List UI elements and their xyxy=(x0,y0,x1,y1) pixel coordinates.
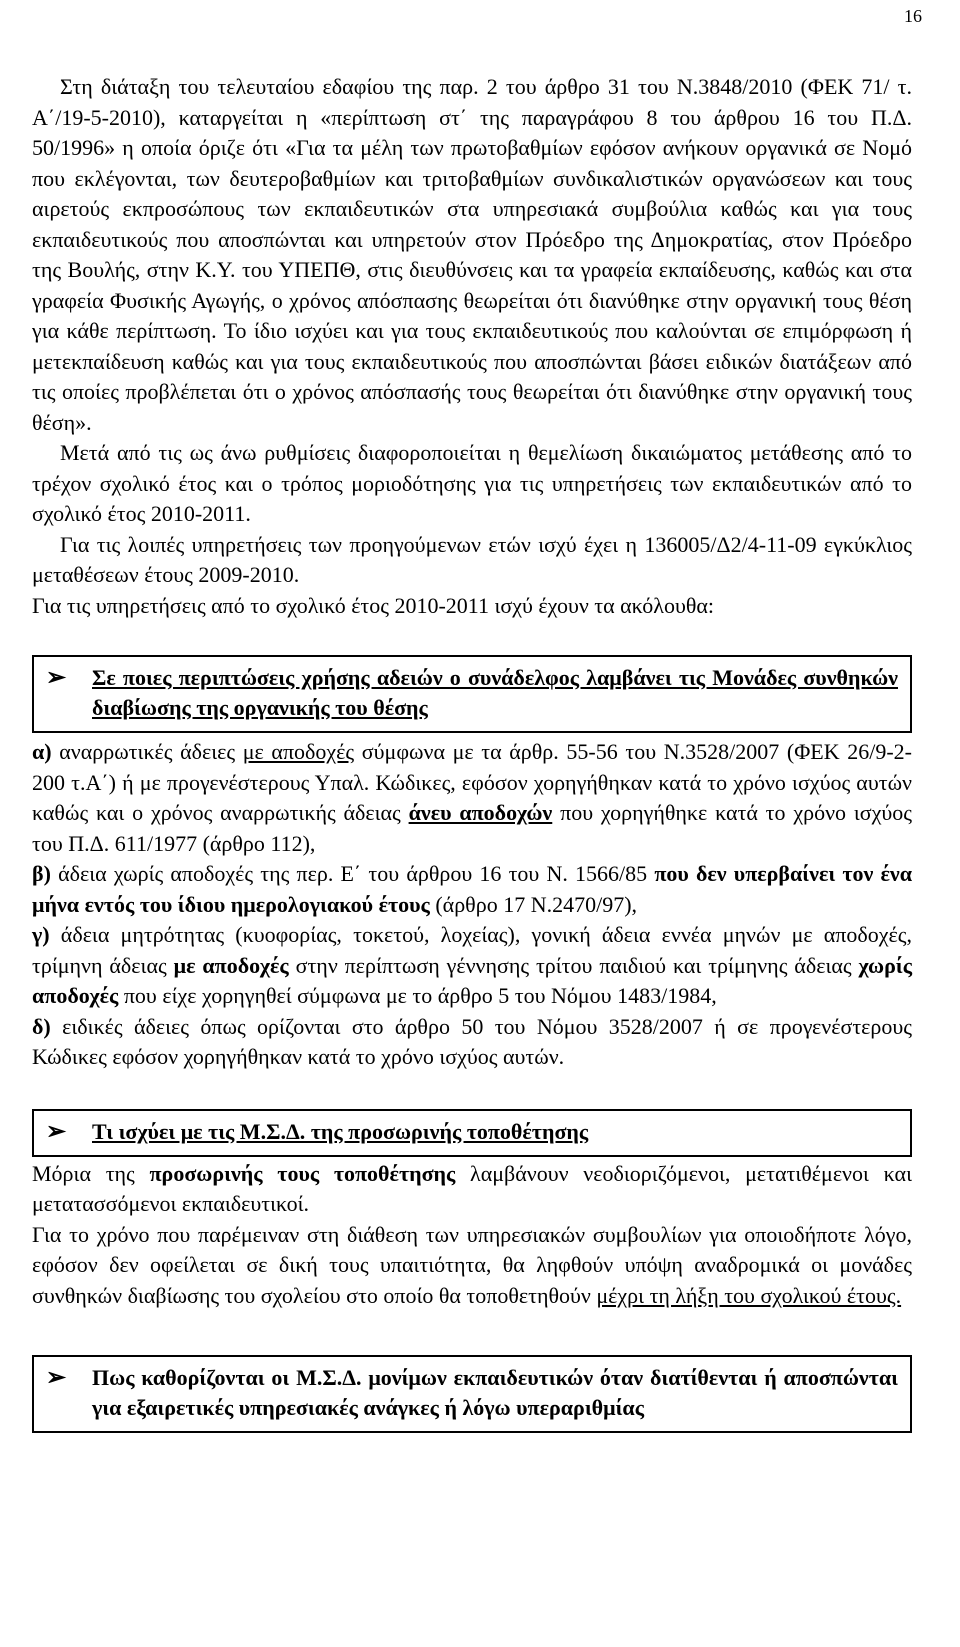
arrow-bullet-icon: ➢ xyxy=(46,665,67,691)
temporary-placement-paragraph-2: Για το χρόνο που παρέμειναν στη διάθεση των υπηρεσιακών συμβουλίων για οποιοδήποτε λόγο, εφόσον δεν οφείλεται σε δική τους υπαιτιότητα, θα ληφθούν υπόψη αναδρομικά οι μονάδες συνθηκών διαβίωσης του σχολείου στο οποίο θα τοποθετηθούν μέχρι τη λήξη του σχολικού έτους. xyxy=(32,1221,912,1308)
bold-underlined-text: άνευ αποδοχών xyxy=(408,800,553,825)
page-number: 16 xyxy=(904,6,922,26)
intro-paragraph-2: Μετά από τις ως άνω ρυθμίσεις διαφοροποιείται η θεμελίωση δικαιώματος μετάθεσης από το τρέχον σχολικό έτος και ο τρόπος μοριοδότησης για τις υπηρετήσεις των εκπαιδευτικών από το σχολικό έτος 2010-2011. xyxy=(32,440,912,526)
section-heading: Τι ισχύει με τις Μ.Σ.Δ. της προσωρινής τοποθέτησης xyxy=(92,1118,589,1144)
section-heading: Πως καθορίζονται οι Μ.Σ.Δ. μονίμων εκπαιδευτικών όταν διατίθενται ή αποσπώνται για εξαιρετικές υπηρεσιακές ανάγκες ή λόγω υπεραριθμίας xyxy=(92,1365,898,1420)
item-c: γ) άδεια μητρότητας (κυοφορίας, τοκετού, λοχείας), γονική άδεια εννέα μηνών με αποδοχές, τρίμηνη άδειας με αποδοχές στην περίπτωση γέννησης τρίτου παιδιού και τρίμηνης άδειας χωρίς αποδοχές που είχε χορηγηθεί σύμφωνα με το άρθρο 5 του Νόμου 1483/1984, xyxy=(32,922,913,1008)
intro-paragraph-3: Για τις λοιπές υπηρετήσεις των προηγούμενων ετών ισχύ έχει η 136005/Δ2/4-11-09 εγκύκλιος μεταθέσεων έτους 2009-2010. xyxy=(32,531,912,587)
temporary-placement-paragraph-1: Μόρια της προσωρινής τους τοποθέτησης λαμβάνουν νεοδιοριζόμενοι, μετατιθέμενοι και μετατασσόμενοι εκπαιδευτικοί. xyxy=(32,1160,912,1216)
item-label: β) xyxy=(32,861,51,886)
arrow-bullet-icon: ➢ xyxy=(46,1365,67,1391)
underlined-text: με αποδοχές xyxy=(242,739,355,764)
section-heading: Σε ποιες περιπτώσεις χρήσης αδειών ο συνάδελφος λαμβάνει τις Μονάδες συνθηκών διαβίωσης της οργανικής του θέσης xyxy=(92,665,898,720)
section-heading-box-temporary-placement xyxy=(32,1109,912,1157)
bold-text: προσωρινής τους τοποθέτησης xyxy=(149,1160,456,1186)
item-d: δ) ειδικές άδειες όπως ορίζονται στο άρθρο 50 του Νόμου 3528/2007 ή σε προγενέστερους Κώδικες εφόσον χορηγήθηκαν κατά το χρόνο ισχύος αυτών. xyxy=(32,1013,912,1069)
bold-text: χωρίς αποδοχές xyxy=(32,952,913,1008)
item-label: α) xyxy=(32,739,52,764)
item-label: γ) xyxy=(32,922,50,947)
document-body xyxy=(32,72,912,1433)
item-a: α) αναρρωτικές άδειες με αποδοχές σύμφωνα με τα άρθρ. 55-56 του Ν.3528/2007 (ΦΕΚ 26/9-2-200 τ.Α΄) ή με προγενέστερους Υπαλ. Κώδικες, εφόσον χορηγήθηκαν κατά το χρόνο ισχύος αυτών καθώς και ο χρόνος αναρρωτικής άδειας άνευ αποδοχών που χορηγήθηκε κατά το χρόνο ισχύος του Π.Δ. 611/1977 (άρθρο 112), xyxy=(32,739,913,856)
section-heading-box-permanent-teachers xyxy=(32,1355,912,1433)
underlined-text: μέχρι τη λήξη του σχολικού έτους. xyxy=(596,1282,902,1308)
item-label: δ) xyxy=(32,1013,51,1039)
bold-text: που δεν υπερβαίνει τον ένα μήνα εντός του ίδιου ημερολογιακού έτους xyxy=(32,861,912,917)
item-b: β) άδεια χωρίς αποδοχές της περ. Ε΄ του άρθρου 16 του Ν. 1566/85 που δεν υπερβαίνει τον ένα μήνα εντός του ίδιου ημερολογιακού έτους (άρθρο 17 Ν.2470/97), xyxy=(32,861,912,917)
arrow-bullet-icon: ➢ xyxy=(46,1118,67,1145)
bold-text: με αποδοχές xyxy=(173,952,289,978)
section-heading-box-leave-cases xyxy=(32,655,912,733)
intro-paragraph-4: Για τις υπηρετήσεις από το σχολικό έτος 2010-2011 ισχύ έχουν τα ακόλουθα: xyxy=(32,592,715,618)
intro-paragraph-1: Στη διάταξη του τελευταίου εδαφίου της παρ. 2 του άρθρο 31 του Ν.3848/2010 (ΦΕΚ 71/ τ. Α΄/19-5-2010), καταργείται η «περίπτωση στ΄ της παραγράφου 8 του άρθρου 16 του Π.Δ. 50/1996» η οποία όριζε ότι «Για τα μέλη των πρωτοβαθμίων εφόσον ανήκουν οργανικά σε Νομό που εκλέγονται, των δευτεροβαθμίων και τριτοβαθμίων συνδικαλιστικών οργανώσεων και τους αιρετούς εκπροσώπους των εκπαιδευτικών στα υπηρεσιακά συμβούλια καθώς και για τους εκπαιδευτικούς που αποσπώνται και υπηρετούν στον Πρόεδρο της Δημοκρατίας, στον Πρόεδρο της Βουλής, στην Κ.Υ. του ΥΠΕΠΘ, στις διευθύνσεις και τα γραφεία εκπαίδευσης, καθώς και στα γραφεία Φυσικής Αγωγής, ο χρόνος απόσπασης θεωρείται ότι διανύθηκε στην οργανική τους θέση για κάθε περίπτωση. Το ίδιο ισχύει και για τους εκπαιδευτικούς που καλούνται σε επιμόρφωση ή μετεκπαίδευση καθώς και για τους εκπαιδευτικούς που αποσπώνται βάσει ειδικών διατάξεων από τις οποίες προβλέπεται ότι ο χρόνος απόσπασής τους θεωρείται ότι διανύθηκε στην οργανική τους θέση». xyxy=(32,74,912,435)
